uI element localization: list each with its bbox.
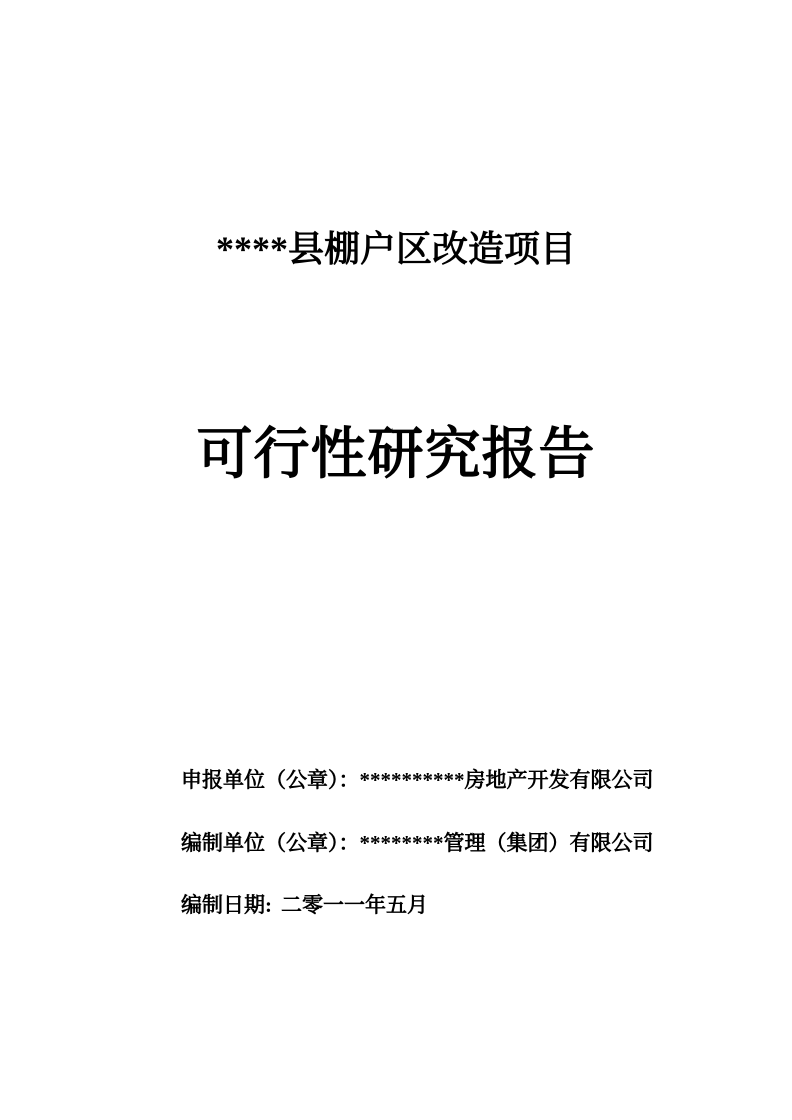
declarant-unit-label: 申报单位（公章）： <box>181 768 360 792</box>
compiler-unit-value: ********管理（集团）有限公司 <box>359 831 654 855</box>
compiler-unit-label: 编制单位（公章）： <box>181 831 360 855</box>
project-title: ****县棚户区改造项目 <box>215 229 576 269</box>
compile-date-label: 编制日期: <box>181 893 272 917</box>
compile-date-value: 二零一一年五月 <box>281 893 428 917</box>
compiler-unit-line <box>181 833 654 854</box>
declarant-unit-value: **********房地产开发有限公司 <box>359 768 654 792</box>
declarant-unit-line <box>181 770 654 791</box>
compile-date-line <box>181 895 428 916</box>
report-title: 可行性研究报告 <box>196 424 596 486</box>
